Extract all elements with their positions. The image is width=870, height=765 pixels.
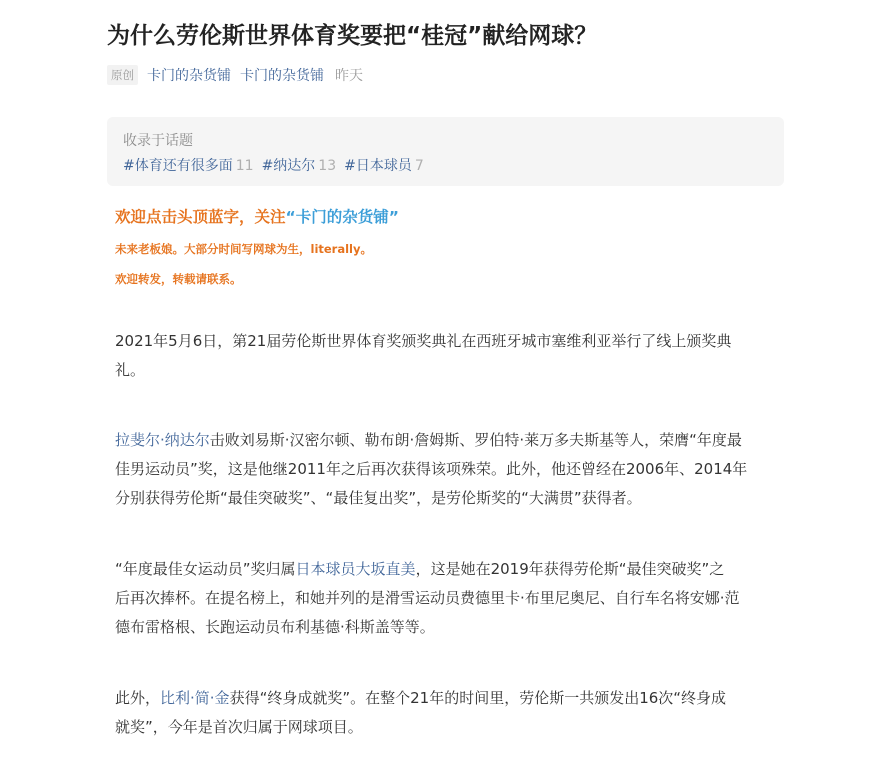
- original-badge: 原创: [107, 65, 138, 85]
- paragraph-text: 此外，: [115, 689, 161, 707]
- author-intro-note: 未来老板娘。大部分时间写网球为生，literally。: [115, 242, 372, 256]
- paragraph-line: 后再次捧杯。在提名榜上，和她并列的是滑雪运动员费德里卡·布里尼奥尼、自行车名将安娜·范: [115, 589, 740, 607]
- topic-collection-box: [107, 117, 784, 186]
- topic-tag[interactable]: [262, 155, 337, 175]
- article-meta: [107, 64, 363, 86]
- paragraph-text: ，这是她在2019年获得劳伦斯“最佳突破奖”之: [415, 560, 725, 578]
- topic-tag-count: 11: [235, 158, 254, 174]
- paragraph-line: 分别获得劳伦斯“最佳突破奖”、“最佳复出奖”，是劳伦斯奖的“大满贯”获得者。: [115, 489, 642, 507]
- article-paragraph: [115, 555, 780, 642]
- paragraph-text: “年度最佳女运动员”奖归属: [115, 560, 296, 578]
- paragraph-text: 击败刘易斯·汉密尔顿、勒布朗·詹姆斯、罗伯特·莱万多夫斯基等人，荣膺“年度最: [209, 431, 742, 449]
- topic-tag-list: [123, 155, 432, 175]
- paragraph-line: 2021年5月6日，第21届劳伦斯世界体育奖颁奖典礼在西班牙城市塞维利亚举行了线上颁奖典: [115, 332, 732, 350]
- topic-tag[interactable]: [123, 155, 254, 175]
- welcome-follow-banner: [115, 205, 399, 227]
- topic-tag-name: #日本球员: [344, 158, 412, 174]
- welcome-text: 欢迎点击头顶蓝字，关注: [115, 208, 286, 226]
- topic-collection-heading: 收录于话题: [123, 133, 193, 149]
- topic-tag-name: #纳达尔: [261, 158, 316, 174]
- author-link[interactable]: 卡门的杂货铺: [147, 68, 231, 84]
- article-paragraph: [115, 684, 780, 742]
- paragraph-line: 佳男运动员”奖，这是他继2011年之后再次获得该项殊荣。此外，他还曾经在2006年、2014年: [115, 460, 748, 478]
- account-link[interactable]: 卡门的杂货铺: [240, 68, 324, 84]
- repost-note: 欢迎转发，转载请联系。: [115, 272, 242, 286]
- billie-jean-king-link[interactable]: 比利·简·金: [160, 689, 230, 707]
- nadal-link[interactable]: 拉斐尔·纳达尔: [115, 431, 210, 449]
- article-paragraph: [115, 426, 780, 513]
- article-title: 为什么劳伦斯世界体育奖要把“桂冠”献给网球？: [107, 23, 598, 49]
- paragraph-line: 就奖”，今年是首次归属于网球项目。: [115, 718, 363, 736]
- osaka-link[interactable]: 日本球员大坂直美: [295, 560, 416, 578]
- publish-time: 昨天: [335, 68, 363, 84]
- topic-tag-count: 7: [414, 158, 424, 174]
- welcome-brand-name: “卡门的杂货铺”: [285, 208, 399, 226]
- paragraph-line: [115, 684, 780, 713]
- topic-tag-name: #体育还有很多面: [123, 158, 233, 174]
- topic-tag[interactable]: [344, 155, 424, 175]
- article-paragraph: [115, 327, 780, 385]
- paragraph-line: 礼。: [115, 361, 146, 379]
- topic-tag-count: 13: [318, 158, 337, 174]
- paragraph-line: 德布雷格根、长跑运动员布利基德·科斯盖等等。: [115, 618, 435, 636]
- paragraph-text: 获得“终身成就奖”。在整个21年的时间里，劳伦斯一共颁发出16次“终身成: [229, 689, 727, 707]
- paragraph-line: [115, 426, 780, 455]
- paragraph-line: [115, 555, 780, 584]
